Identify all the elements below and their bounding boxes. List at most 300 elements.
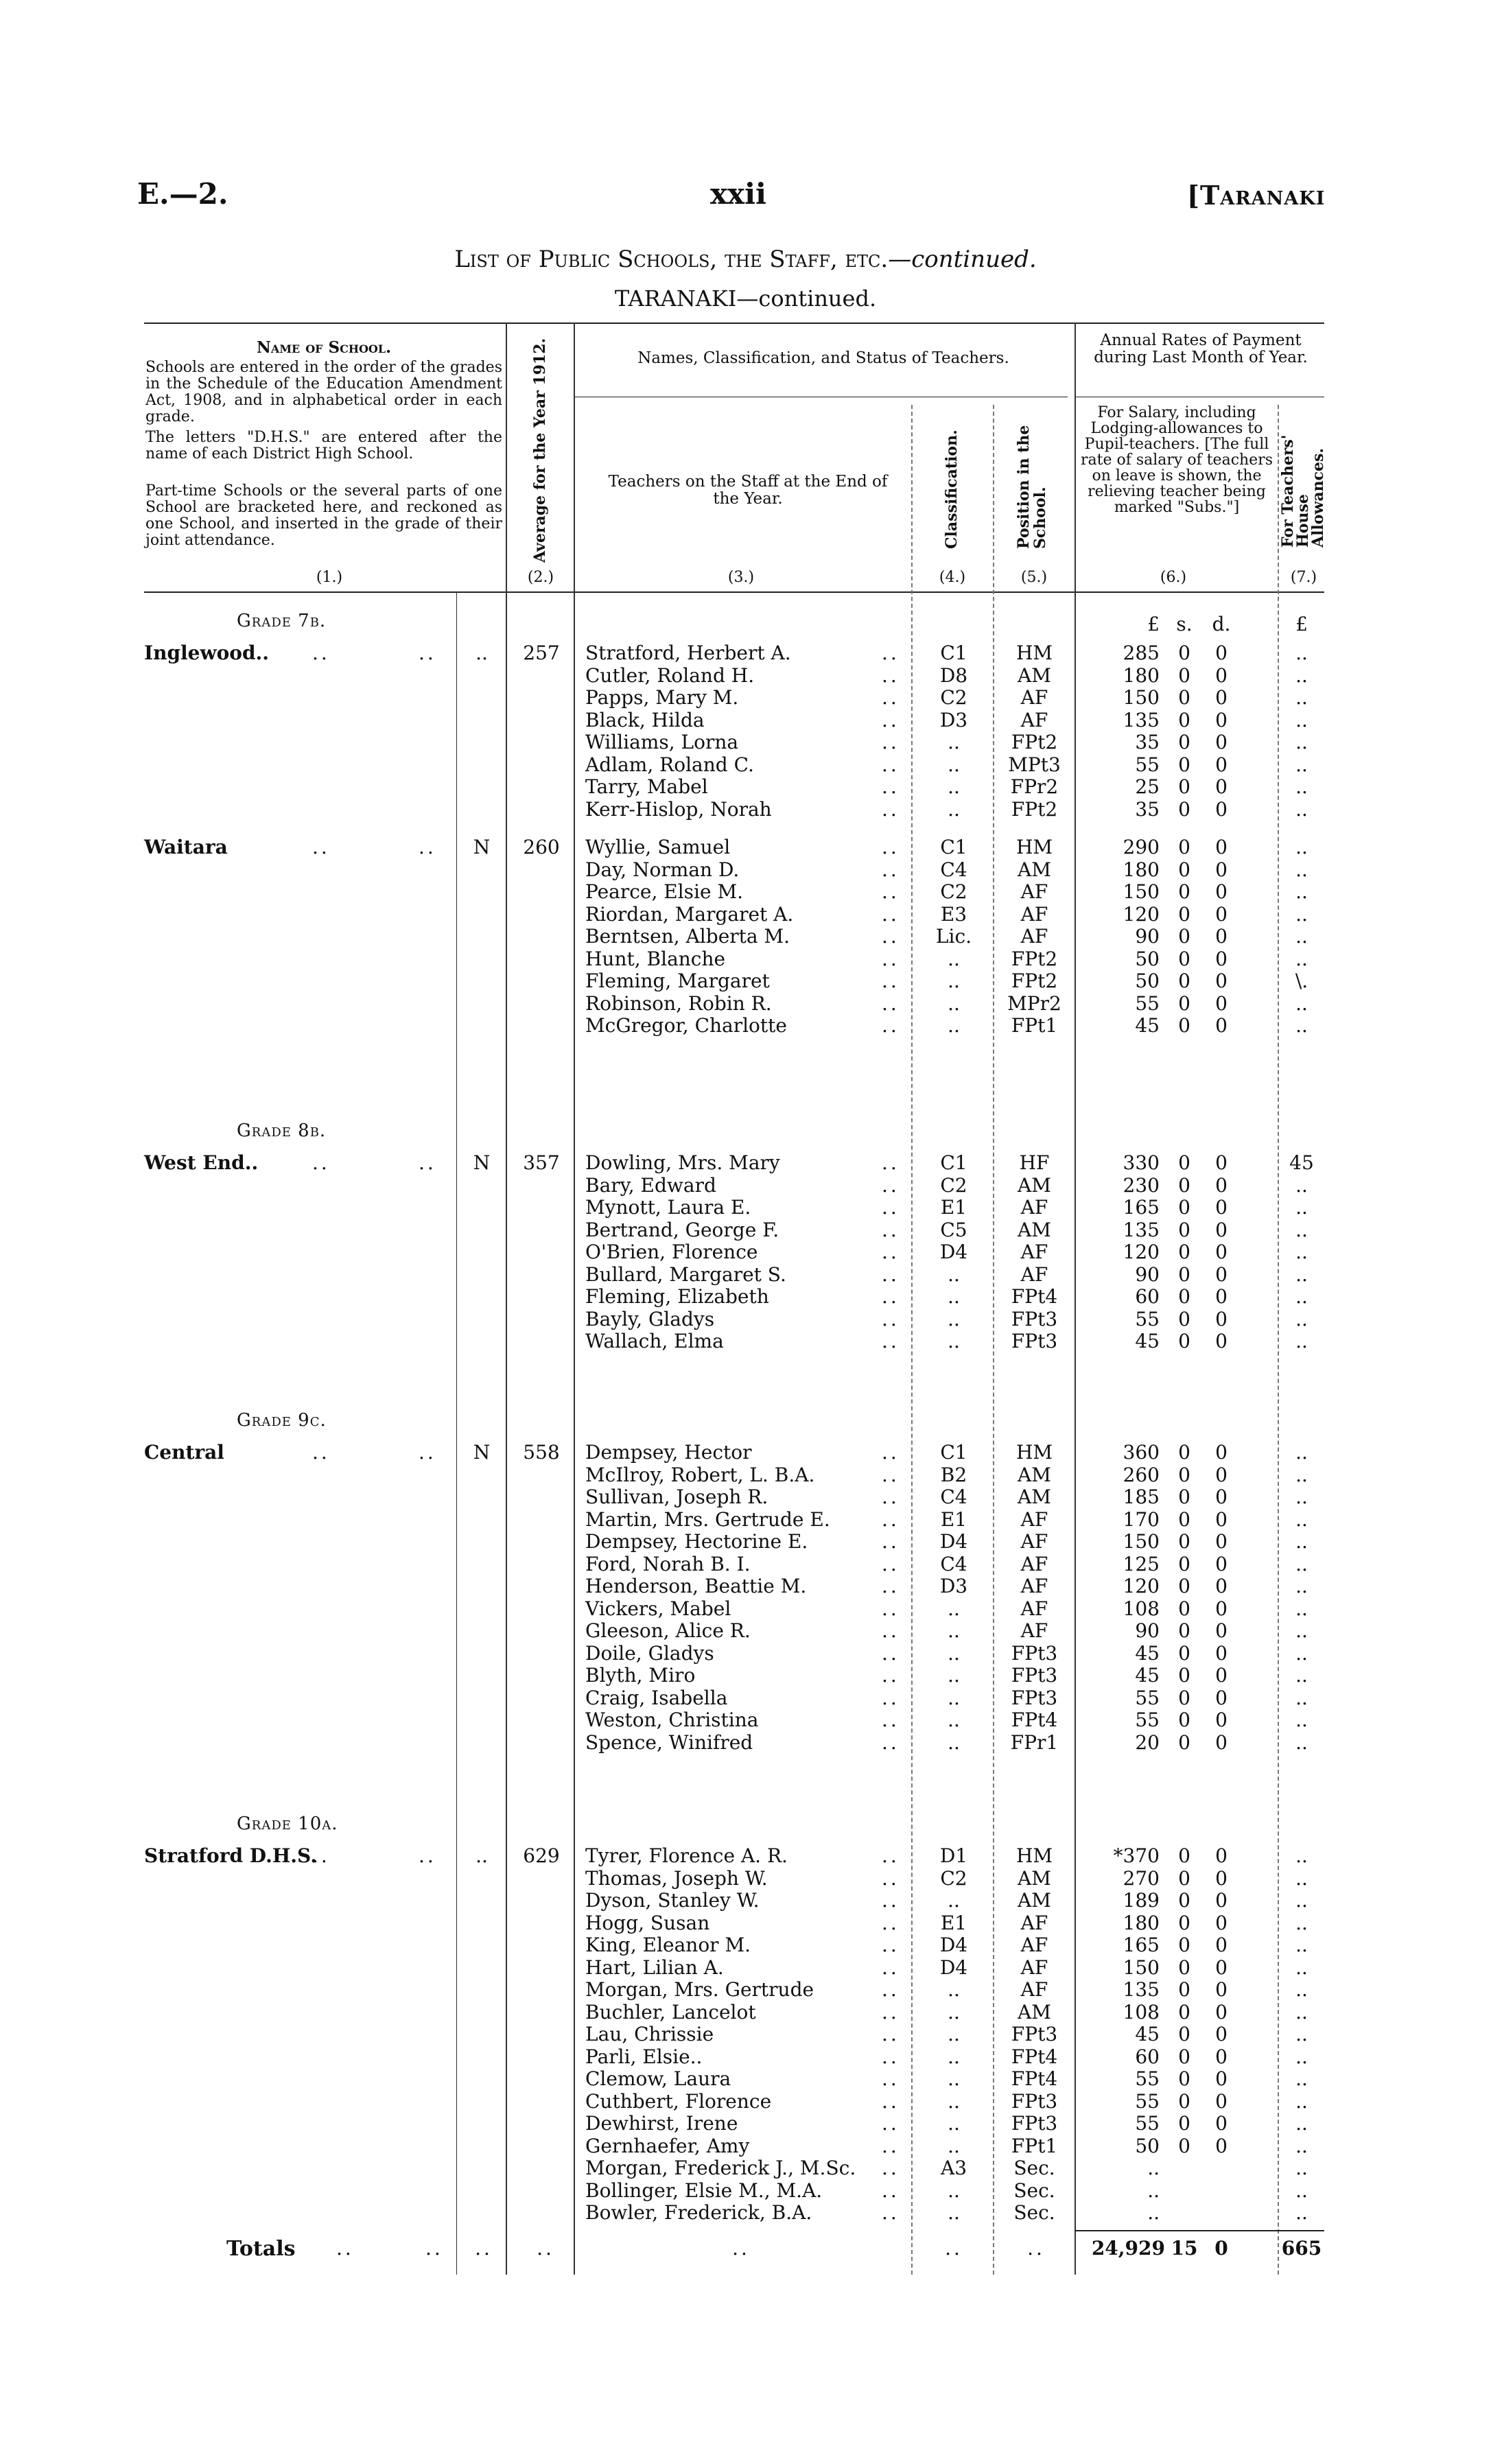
- leader-dots: ..: [882, 1575, 900, 1597]
- house-allowance: ..: [1295, 992, 1308, 1015]
- totals-pence: 0: [1214, 2237, 1228, 2260]
- salary-shillings: 0: [1178, 1687, 1190, 1709]
- salary-pounds: 108: [1123, 2001, 1160, 2023]
- teacher-position: AF: [1020, 1934, 1048, 1956]
- teacher-classification: C2: [940, 880, 967, 903]
- teacher-position: AM: [1018, 1174, 1051, 1197]
- teacher-name: Fleming, Elizabeth: [585, 1285, 769, 1308]
- salary-shillings: 0: [1178, 664, 1190, 687]
- house-allowance: ..: [1295, 731, 1308, 753]
- salary-shillings: 0: [1178, 1464, 1190, 1486]
- salary-pence: 0: [1215, 1196, 1228, 1219]
- teacher-name: Cutler, Roland H.: [585, 664, 755, 687]
- teacher-position: FPt2: [1011, 731, 1058, 753]
- totals-rule: [1075, 2230, 1324, 2231]
- leader-dots: ..: [882, 1308, 900, 1330]
- teacher-name: Vickers, Mabel: [585, 1597, 731, 1620]
- leader-dots: ..: [419, 642, 436, 664]
- totals-allowance: 665: [1281, 2237, 1322, 2260]
- salary-pence: 0: [1215, 1867, 1228, 1890]
- salary-shillings: 0: [1178, 753, 1190, 776]
- house-allowance: ..: [1295, 1731, 1308, 1754]
- col4-number: (4.): [939, 569, 966, 586]
- leader-dots: ..: [882, 2135, 900, 2157]
- teacher-classification: D1: [939, 1844, 968, 1867]
- salary-shillings: 0: [1178, 1530, 1190, 1553]
- teacher-position: FPt3: [1011, 1642, 1058, 1665]
- totals-col3: ..: [732, 2237, 750, 2260]
- unit-shillings: s.: [1176, 613, 1193, 635]
- teacher-position: HM: [1015, 1844, 1053, 1867]
- salary-shillings: 0: [1178, 2001, 1190, 2023]
- salary-pence: 0: [1215, 858, 1228, 881]
- page-number: xxii: [710, 177, 766, 211]
- salary-pounds: 180: [1123, 664, 1160, 687]
- teacher-name: Dyson, Stanley W.: [585, 1889, 760, 1912]
- teacher-name: Wallach, Elma: [585, 1330, 724, 1352]
- teacher-name: O'Brien, Florence: [585, 1241, 758, 1263]
- teacher-name: Bowler, Frederick, B.A.: [585, 2201, 812, 2224]
- school-flag: N: [473, 1151, 491, 1174]
- salary-shillings: 0: [1178, 1553, 1190, 1575]
- leader-dots: ..: [882, 1441, 900, 1464]
- salary-pence: 0: [1215, 2090, 1228, 2113]
- house-allowance: ..: [1295, 1486, 1308, 1508]
- leader-dots: ..: [882, 858, 900, 881]
- salary-pounds: 60: [1135, 2045, 1160, 2068]
- house-allowance: ..: [1295, 1575, 1308, 1597]
- house-allowance: ..: [1295, 2067, 1308, 2090]
- teacher-name: Thomas, Joseph W.: [585, 1867, 768, 1890]
- teacher-name: Pearce, Elsie M.: [585, 880, 744, 903]
- leader-dots: ..: [882, 1731, 900, 1754]
- teacher-classification: D4: [939, 1956, 968, 1979]
- teacher-position: FPr2: [1010, 775, 1059, 798]
- salary-pence: 0: [1215, 2067, 1228, 2090]
- teacher-classification: D4: [939, 1530, 968, 1553]
- school-flag: N: [473, 836, 491, 858]
- salary-shillings: 0: [1178, 1731, 1190, 1754]
- salary-pence: 0: [1215, 1889, 1228, 1912]
- teacher-name: Lau, Chrissie: [585, 2023, 714, 2045]
- leader-dots: ..: [882, 1285, 900, 1308]
- leader-dots: ..: [882, 2067, 900, 2090]
- salary-pounds: 45: [1135, 1642, 1160, 1665]
- leader-dots: ..: [882, 642, 900, 664]
- teacher-name: Wyllie, Samuel: [585, 836, 731, 858]
- totals-dots-flag: ..: [425, 2237, 443, 2260]
- salary-pence: 0: [1215, 1441, 1228, 1464]
- teacher-position: AM: [1018, 2001, 1051, 2023]
- salary-shillings: 0: [1178, 925, 1190, 948]
- leader-dots: ..: [882, 1934, 900, 1956]
- teacher-position: AF: [1020, 1956, 1048, 1979]
- salary-shillings: 0: [1178, 2067, 1190, 2090]
- unit-pence: d.: [1212, 613, 1231, 635]
- leader-dots: ..: [882, 1151, 900, 1174]
- salary-shillings: 0: [1178, 992, 1190, 1015]
- page-subtitle: TARANAKI—continued.: [614, 285, 877, 312]
- teacher-position: FPt3: [1011, 2023, 1058, 2045]
- teacher-classification: ..: [948, 1285, 960, 1308]
- house-allowance: ..: [1295, 2090, 1308, 2113]
- teacher-position: Sec.: [1013, 2179, 1055, 2202]
- salary-shillings: 0: [1178, 731, 1190, 753]
- teacher-position: AF: [1020, 1912, 1048, 1934]
- house-allowance: ..: [1295, 1844, 1308, 1867]
- salary-pounds: 50: [1135, 2135, 1160, 2157]
- salary-shillings: 0: [1178, 1508, 1190, 1531]
- salary-pounds: 55: [1135, 2067, 1160, 2090]
- unit-pound-allowance: £: [1295, 613, 1308, 635]
- house-allowance: ..: [1295, 1330, 1308, 1352]
- salary-pence: 0: [1215, 1978, 1228, 2001]
- leader-dots: ..: [882, 1889, 900, 1912]
- salary-shillings: 0: [1178, 1330, 1190, 1352]
- teacher-name: Robinson, Robin R.: [585, 992, 772, 1015]
- school-name: Inglewood..: [144, 642, 270, 664]
- salary-shillings: 0: [1178, 970, 1190, 992]
- house-allowance: ..: [1295, 880, 1308, 903]
- house-allowance: ..: [1295, 1597, 1308, 1620]
- teacher-position: FPt3: [1011, 1330, 1058, 1352]
- salary-pence: 0: [1215, 642, 1228, 664]
- salary-pounds: 45: [1135, 1330, 1160, 1352]
- teacher-name: Hogg, Susan: [585, 1912, 710, 1934]
- col2-number: (2.): [527, 569, 554, 586]
- teacher-position: FPt3: [1011, 2112, 1058, 2135]
- salary-shillings: 0: [1178, 1241, 1190, 1263]
- leader-dots: ..: [882, 2090, 900, 2113]
- leader-dots: ..: [882, 992, 900, 1015]
- leader-dots: ..: [882, 1956, 900, 1979]
- teacher-position: FPr1: [1010, 1731, 1059, 1754]
- teacher-name: Parli, Elsie..: [585, 2045, 703, 2068]
- salary-pounds: 120: [1123, 1575, 1160, 1597]
- teacher-name: Day, Norman D.: [585, 858, 740, 881]
- leader-dots: ..: [312, 1151, 330, 1174]
- teacher-classification: E1: [940, 1912, 967, 1934]
- leader-dots: ..: [419, 1844, 436, 1867]
- house-allowance: ..: [1295, 1014, 1308, 1037]
- leader-dots: ..: [882, 1619, 900, 1642]
- teacher-name: Dempsey, Hector: [585, 1441, 752, 1464]
- teacher-name: Williams, Lorna: [585, 731, 739, 753]
- salary-shillings: 0: [1178, 1978, 1190, 2001]
- house-allowance: ..: [1295, 2135, 1308, 2157]
- salary-pence: 0: [1215, 1642, 1228, 1665]
- house-allowance: \.: [1295, 970, 1308, 992]
- house-allowance: ..: [1295, 1956, 1308, 1979]
- salary-pounds: 330: [1123, 1151, 1160, 1174]
- teacher-classification: E1: [940, 1508, 967, 1531]
- teacher-classification: C2: [940, 1174, 967, 1197]
- teacher-position: AF: [1020, 1530, 1048, 1553]
- salary-pounds: 180: [1123, 858, 1160, 881]
- teacher-position: FPt4: [1011, 2067, 1058, 2090]
- teacher-name: Weston, Christina: [585, 1709, 759, 1731]
- teacher-classification: ..: [948, 2045, 960, 2068]
- teacher-name: Adlam, Roland C.: [585, 753, 754, 776]
- teacher-position: Sec.: [1013, 2157, 1055, 2179]
- col6-number: (6.): [1160, 569, 1187, 586]
- salary-pounds: 170: [1123, 1508, 1160, 1531]
- teacher-classification: D3: [939, 1575, 968, 1597]
- leader-dots: ..: [312, 1844, 330, 1867]
- salary-pence: 0: [1215, 1174, 1228, 1197]
- teacher-classification: ..: [948, 2001, 960, 2023]
- salary-pounds: 260: [1123, 1464, 1160, 1486]
- teacher-position: AF: [1020, 1978, 1048, 2001]
- house-allowance: ..: [1295, 925, 1308, 948]
- salary-pence: 0: [1215, 1014, 1228, 1037]
- teacher-name: Morgan, Mrs. Gertrude: [585, 1978, 814, 2001]
- teacher-classification: ..: [948, 798, 960, 821]
- house-allowance: ..: [1295, 1174, 1308, 1197]
- school-name: West End..: [144, 1151, 259, 1174]
- house-allowance: ..: [1295, 709, 1308, 731]
- col5-number: (5.): [1020, 569, 1048, 586]
- house-allowance: ..: [1295, 2201, 1308, 2224]
- salary-pounds: 55: [1135, 2090, 1160, 2113]
- leader-dots: ..: [882, 753, 900, 776]
- leader-dots: ..: [882, 1219, 900, 1241]
- salary-pence: 0: [1215, 925, 1228, 948]
- teacher-classification: ..: [948, 1978, 960, 2001]
- salary-shillings: 0: [1178, 1642, 1190, 1665]
- salary-shillings: 0: [1178, 775, 1190, 798]
- teacher-classification: ..: [948, 2090, 960, 2113]
- teacher-name: Stratford, Herbert A.: [585, 642, 791, 664]
- teacher-position: FPt3: [1011, 1308, 1058, 1330]
- col2-heading: Average for the Year 1912.: [531, 338, 549, 563]
- teacher-classification: ..: [948, 992, 960, 1015]
- teacher-classification: ..: [948, 1642, 960, 1665]
- unit-pound: £: [1147, 613, 1160, 635]
- house-allowance: ..: [1295, 775, 1308, 798]
- leader-dots: ..: [882, 731, 900, 753]
- salary-pounds: 35: [1135, 798, 1160, 821]
- salary-pounds: 150: [1123, 686, 1160, 709]
- teacher-classification: ..: [948, 1687, 960, 1709]
- teacher-name: Riordan, Margaret A.: [585, 903, 794, 926]
- teacher-name: Buchler, Lancelot: [585, 2001, 756, 2023]
- teacher-position: FPt4: [1011, 1285, 1058, 1308]
- house-allowance: ..: [1295, 753, 1308, 776]
- house-allowance: ..: [1295, 836, 1308, 858]
- leader-dots: ..: [882, 775, 900, 798]
- house-allowance: ..: [1295, 1530, 1308, 1553]
- salary-pounds: 360: [1123, 1441, 1160, 1464]
- teacher-position: AM: [1018, 858, 1051, 881]
- teacher-classification: ..: [948, 2023, 960, 2045]
- grade-heading: Grade 10a.: [237, 1814, 338, 1834]
- salary-pence: 0: [1215, 1575, 1228, 1597]
- house-allowance: ..: [1295, 1285, 1308, 1308]
- teacher-classification: ..: [948, 1889, 960, 1912]
- salary-pounds: 50: [1135, 948, 1160, 970]
- teacher-position: FPt2: [1011, 798, 1058, 821]
- col6-heading: For Salary, including Lodging-allowances to Pupil-teachers. [The full rate of salary of teachers on leave is shown, the relieving teacher being marked "Subs."]: [1080, 404, 1273, 516]
- col1-note-1: Schools are entered in the order of the grades in the Schedule of the Education Amendment Act, 1908, and in alphabetical order in each grade.: [145, 359, 502, 425]
- salary-pounds: 45: [1135, 1014, 1160, 1037]
- salary-pence: 0: [1215, 664, 1228, 687]
- teacher-name: McIlroy, Robert, L. B.A.: [585, 1464, 815, 1486]
- salary-shillings: 0: [1178, 2023, 1190, 2045]
- teacher-classification: ..: [948, 2135, 960, 2157]
- col5-heading: Position in the School.: [1015, 425, 1049, 549]
- salary-pounds: 185: [1123, 1486, 1160, 1508]
- leader-dots: ..: [882, 2157, 900, 2179]
- salary-shillings: 0: [1178, 1664, 1190, 1687]
- teacher-position: Sec.: [1013, 2201, 1055, 2224]
- leader-dots: ..: [882, 948, 900, 970]
- house-allowance: ..: [1295, 2179, 1308, 2202]
- teacher-classification: ..: [948, 1664, 960, 1687]
- salary-pounds: 90: [1135, 1263, 1160, 1286]
- salary-shillings: 0: [1178, 903, 1190, 926]
- teacher-position: HM: [1015, 836, 1053, 858]
- title-suffix: —continued.: [888, 246, 1037, 273]
- salary-pounds: 180: [1123, 1912, 1160, 1934]
- grade-heading: Grade 7b.: [237, 611, 327, 631]
- salary-pounds: 285: [1123, 642, 1160, 664]
- salary-pounds: 50: [1135, 970, 1160, 992]
- house-allowance: ..: [1295, 686, 1308, 709]
- totals-col-flag: ..: [475, 2237, 493, 2260]
- salary-pence: 0: [1215, 1151, 1228, 1174]
- col1-note-3: Part-time Schools or the several parts of one School are bracketed here, and reckoned as one School, and inserted in the grade of their joint attendance.: [145, 482, 502, 549]
- salary-pence: 0: [1215, 1464, 1228, 1486]
- salary-pence: 0: [1215, 1687, 1228, 1709]
- col-rule-1: [506, 322, 507, 2275]
- salary-pounds: 120: [1123, 1241, 1160, 1263]
- salary-pence: 0: [1215, 753, 1228, 776]
- leader-dots: ..: [882, 1330, 900, 1352]
- teacher-name: Bary, Edward: [585, 1174, 716, 1197]
- leader-dots: ..: [882, 1709, 900, 1731]
- totals-col2: ..: [537, 2237, 554, 2260]
- salary-pence: 0: [1215, 1844, 1228, 1867]
- teacher-classification: C1: [940, 1151, 967, 1174]
- salary-pence: 0: [1215, 1912, 1228, 1934]
- salary-pence: 0: [1215, 1553, 1228, 1575]
- salary-pence: 0: [1215, 798, 1228, 821]
- salary-pounds: 60: [1135, 1285, 1160, 1308]
- teacher-position: AF: [1020, 1508, 1048, 1531]
- salary-shillings: 0: [1178, 1956, 1190, 1979]
- house-allowance: ..: [1295, 1219, 1308, 1241]
- totals-dots-name: ..: [336, 2237, 354, 2260]
- salary-pence: 0: [1215, 1664, 1228, 1687]
- average-attendance: 260: [523, 836, 560, 858]
- house-allowance: ..: [1295, 2023, 1308, 2045]
- teacher-classification: C2: [940, 686, 967, 709]
- teacher-name: Craig, Isabella: [585, 1687, 728, 1709]
- teacher-position: MPt3: [1008, 753, 1061, 776]
- leader-dots: ..: [882, 686, 900, 709]
- house-allowance: ..: [1295, 2157, 1308, 2179]
- salary-pence: 0: [1215, 1709, 1228, 1731]
- teacher-classification: A3: [940, 2157, 967, 2179]
- teachers-group-heading: Names, Classification, and Status of Teachers.: [637, 349, 1009, 367]
- school-name: Stratford D.H.S.: [144, 1844, 317, 1867]
- teacher-classification: ..: [948, 1597, 960, 1620]
- salary-shillings: 0: [1178, 1151, 1190, 1174]
- teacher-position: AF: [1020, 1597, 1048, 1620]
- house-allowance: ..: [1295, 1619, 1308, 1642]
- region-label: [Taranaki: [1187, 180, 1326, 211]
- leader-dots: ..: [882, 1553, 900, 1575]
- salary-pence: 0: [1215, 1330, 1228, 1352]
- teacher-classification: ..: [948, 775, 960, 798]
- leader-dots: ..: [882, 1642, 900, 1665]
- payment-group-heading: Annual Rates of Payment during Last Month of Year.: [1094, 331, 1308, 366]
- salary-pounds: ..: [1147, 2179, 1160, 2202]
- salary-pence: 0: [1215, 2001, 1228, 2023]
- house-allowance: ..: [1295, 1196, 1308, 1219]
- house-allowance: ..: [1295, 1664, 1308, 1687]
- house-allowance: ..: [1295, 858, 1308, 881]
- leader-dots: ..: [882, 1508, 900, 1531]
- salary-pence: 0: [1215, 836, 1228, 858]
- school-name: Waitara: [144, 836, 228, 858]
- house-allowance: ..: [1295, 1642, 1308, 1665]
- teacher-position: HF: [1019, 1151, 1050, 1174]
- teacher-position: AM: [1018, 1486, 1051, 1508]
- salary-pence: 0: [1215, 731, 1228, 753]
- teacher-classification: B2: [940, 1464, 967, 1486]
- house-allowance: ..: [1295, 1441, 1308, 1464]
- salary-pounds: 135: [1123, 1978, 1160, 2001]
- leader-dots: ..: [882, 2112, 900, 2135]
- teacher-classification: ..: [948, 731, 960, 753]
- house-allowance: ..: [1295, 798, 1308, 821]
- leader-dots: ..: [882, 1912, 900, 1934]
- house-allowance: ..: [1295, 1867, 1308, 1890]
- teacher-classification: ..: [948, 2179, 960, 2202]
- teacher-classification: D3: [939, 709, 968, 731]
- salary-pounds: 135: [1123, 1219, 1160, 1241]
- salary-shillings: 0: [1178, 1285, 1190, 1308]
- teacher-classification: ..: [948, 948, 960, 970]
- teacher-name: Cuthbert, Florence: [585, 2090, 772, 2113]
- salary-shillings: 0: [1178, 1575, 1190, 1597]
- salary-shillings: 0: [1178, 642, 1190, 664]
- col5-heading-wrap: [1015, 419, 1057, 549]
- leader-dots: ..: [882, 925, 900, 948]
- salary-pence: 0: [1215, 1263, 1228, 1286]
- col-rule-flag: [456, 591, 457, 2275]
- salary-pounds: 135: [1123, 709, 1160, 731]
- salary-shillings: 0: [1178, 2112, 1190, 2135]
- salary-pounds: 55: [1135, 1709, 1160, 1731]
- leader-dots: ..: [882, 2179, 900, 2202]
- teacher-classification: C4: [940, 1553, 967, 1575]
- col7-heading: For Teachers' House Allowances.: [1279, 434, 1327, 548]
- salary-shillings: 0: [1178, 2090, 1190, 2113]
- leader-dots: ..: [882, 664, 900, 687]
- leader-dots: ..: [882, 836, 900, 858]
- school-flag: ..: [476, 1844, 488, 1867]
- house-allowance: ..: [1295, 2001, 1308, 2023]
- teacher-position: FPt4: [1011, 1709, 1058, 1731]
- house-allowance: ..: [1295, 1464, 1308, 1486]
- col4-heading: Classification.: [943, 430, 961, 549]
- salary-pounds: *370: [1113, 1844, 1160, 1867]
- salary-shillings: 0: [1178, 1867, 1190, 1890]
- salary-pounds: 125: [1123, 1553, 1160, 1575]
